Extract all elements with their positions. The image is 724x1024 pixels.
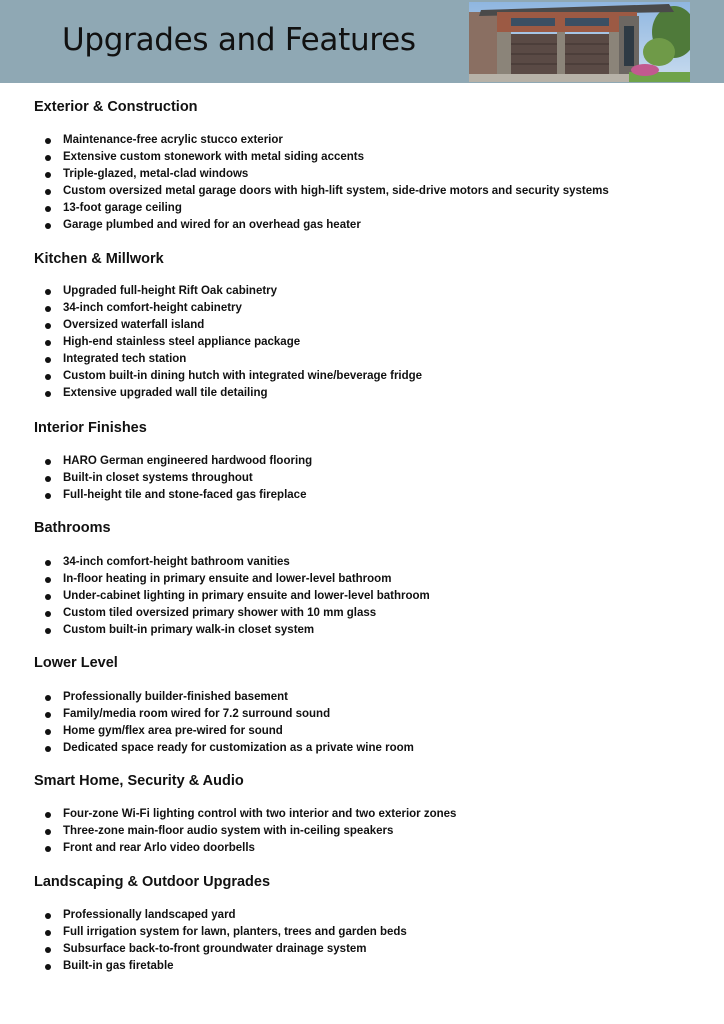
list-item bbox=[34, 385, 422, 402]
bullet-icon bbox=[45, 172, 51, 178]
list-item-text: Extensive upgraded wall tile detailing bbox=[63, 387, 268, 399]
list-item-text: Three-zone main-floor audio system with in-ceiling speakers bbox=[63, 825, 394, 837]
section-items bbox=[34, 689, 414, 757]
list-item bbox=[34, 132, 609, 149]
list-item bbox=[34, 300, 422, 317]
bullet-icon bbox=[45, 577, 51, 583]
house-photo bbox=[469, 2, 690, 82]
section-items bbox=[34, 554, 430, 639]
bullet-icon bbox=[45, 306, 51, 312]
bullet-icon bbox=[45, 289, 51, 295]
section-title: Landscaping & Outdoor Upgrades bbox=[34, 874, 271, 890]
section-exterior-construction bbox=[34, 97, 694, 231]
list-item bbox=[34, 907, 407, 924]
list-item-text: Built-in gas firetable bbox=[63, 960, 174, 972]
section-interior-finishes bbox=[34, 418, 694, 501]
list-item-text: Four-zone Wi-Fi lighting control with two interior and two exterior zones bbox=[63, 808, 457, 820]
list-item-text: Full-height tile and stone-faced gas fireplace bbox=[63, 489, 307, 501]
list-item-text: High-end stainless steel appliance package bbox=[63, 336, 301, 348]
list-item-text: Extensive custom stonework with metal siding accents bbox=[63, 151, 365, 163]
list-item bbox=[34, 622, 430, 639]
bullet-icon bbox=[45, 930, 51, 936]
list-item bbox=[34, 183, 609, 200]
list-item bbox=[34, 149, 609, 166]
list-item-text: 34-inch comfort-height bathroom vanities bbox=[63, 556, 290, 568]
list-item bbox=[34, 334, 422, 351]
bullet-icon bbox=[45, 476, 51, 482]
list-item-text: Custom oversized metal garage doors with high-lift system, side-drive motors and security systems bbox=[63, 185, 609, 197]
list-item bbox=[34, 470, 312, 487]
bullet-icon bbox=[45, 729, 51, 735]
list-item bbox=[34, 571, 430, 588]
list-item bbox=[34, 840, 456, 857]
list-item-text: Triple-glazed, metal-clad windows bbox=[63, 168, 249, 180]
section-items bbox=[34, 132, 609, 234]
section-smart-home bbox=[34, 771, 694, 854]
bullet-icon bbox=[45, 628, 51, 634]
section-title: Smart Home, Security & Audio bbox=[34, 773, 244, 789]
bullet-icon bbox=[45, 611, 51, 617]
page-title: Upgrades and Features bbox=[62, 22, 416, 58]
list-item-text: Home gym/flex area pre-wired for sound bbox=[63, 725, 283, 737]
list-item-text: Family/media room wired for 7.2 surround sound bbox=[63, 708, 331, 720]
section-landscaping bbox=[34, 872, 694, 972]
list-item bbox=[34, 689, 414, 706]
list-item bbox=[34, 351, 422, 368]
bullet-icon bbox=[45, 829, 51, 835]
list-item bbox=[34, 317, 422, 334]
list-item bbox=[34, 283, 422, 300]
bullet-icon bbox=[45, 459, 51, 465]
list-item bbox=[34, 941, 407, 958]
section-items bbox=[34, 453, 312, 504]
bullet-icon bbox=[45, 357, 51, 363]
list-item bbox=[34, 723, 414, 740]
list-item-text: In-floor heating in primary ensuite and lower-level bathroom bbox=[63, 573, 392, 585]
bullet-icon bbox=[45, 138, 51, 144]
list-item-text: Professionally landscaped yard bbox=[63, 909, 236, 921]
bullet-icon bbox=[45, 913, 51, 919]
list-item-text: 34-inch comfort-height cabinetry bbox=[63, 302, 242, 314]
bullet-icon bbox=[45, 812, 51, 818]
list-item-text: HARO German engineered hardwood flooring bbox=[63, 455, 313, 467]
bullet-icon bbox=[45, 155, 51, 161]
list-item-text: Maintenance-free acrylic stucco exterior bbox=[63, 134, 283, 146]
list-item-text: Under-cabinet lighting in primary ensuite and lower-level bathroom bbox=[63, 590, 430, 602]
list-item bbox=[34, 605, 430, 622]
section-title: Exterior & Construction bbox=[34, 99, 198, 115]
page-header bbox=[0, 0, 724, 83]
bullet-icon bbox=[45, 374, 51, 380]
list-item bbox=[34, 588, 430, 605]
section-items bbox=[34, 806, 456, 857]
bullet-icon bbox=[45, 189, 51, 195]
section-title: Bathrooms bbox=[34, 520, 111, 536]
list-item-text: Garage plumbed and wired for an overhead gas heater bbox=[63, 219, 361, 231]
section-items bbox=[34, 283, 422, 402]
section-bathrooms bbox=[34, 518, 694, 636]
bullet-icon bbox=[45, 206, 51, 212]
bullet-icon bbox=[45, 746, 51, 752]
bullet-icon bbox=[45, 560, 51, 566]
list-item bbox=[34, 958, 407, 975]
list-item bbox=[34, 823, 456, 840]
list-item bbox=[34, 166, 609, 183]
list-item-text: Oversized waterfall island bbox=[63, 319, 205, 331]
bullet-icon bbox=[45, 846, 51, 852]
list-item bbox=[34, 554, 430, 571]
list-item-text: Full irrigation system for lawn, planters, trees and garden beds bbox=[63, 926, 407, 938]
list-item-text: Front and rear Arlo video doorbells bbox=[63, 842, 255, 854]
bullet-icon bbox=[45, 947, 51, 953]
section-title: Interior Finishes bbox=[34, 420, 147, 436]
section-lower-level bbox=[34, 653, 694, 754]
section-items bbox=[34, 907, 407, 975]
list-item-text: Integrated tech station bbox=[63, 353, 187, 365]
bullet-icon bbox=[45, 594, 51, 600]
bullet-icon bbox=[45, 223, 51, 229]
list-item bbox=[34, 368, 422, 385]
list-item bbox=[34, 453, 312, 470]
list-item-text: 13-foot garage ceiling bbox=[63, 202, 182, 214]
list-item-text: Professionally builder-finished basement bbox=[63, 691, 288, 703]
bullet-icon bbox=[45, 493, 51, 499]
list-item-text: Built-in closet systems throughout bbox=[63, 472, 253, 484]
list-item-text: Subsurface back-to-front groundwater drainage system bbox=[63, 943, 367, 955]
list-item bbox=[34, 806, 456, 823]
list-item-text: Dedicated space ready for customization as a private wine room bbox=[63, 742, 414, 754]
list-item-text: Custom tiled oversized primary shower with 10 mm glass bbox=[63, 607, 377, 619]
list-item-text: Custom built-in dining hutch with integrated wine/beverage fridge bbox=[63, 370, 423, 382]
section-title: Kitchen & Millwork bbox=[34, 251, 164, 267]
section-kitchen-millwork bbox=[34, 249, 694, 399]
bullet-icon bbox=[45, 964, 51, 970]
bullet-icon bbox=[45, 323, 51, 329]
list-item bbox=[34, 924, 407, 941]
list-item bbox=[34, 706, 414, 723]
bullet-icon bbox=[45, 695, 51, 701]
list-item-text: Custom built-in primary walk-in closet system bbox=[63, 624, 315, 636]
list-item-text: Upgraded full-height Rift Oak cabinetry bbox=[63, 285, 278, 297]
list-item bbox=[34, 200, 609, 217]
section-title: Lower Level bbox=[34, 655, 118, 671]
bullet-icon bbox=[45, 340, 51, 346]
list-item bbox=[34, 487, 312, 504]
bullet-icon bbox=[45, 712, 51, 718]
list-item bbox=[34, 740, 414, 757]
bullet-icon bbox=[45, 391, 51, 397]
list-item bbox=[34, 217, 609, 234]
